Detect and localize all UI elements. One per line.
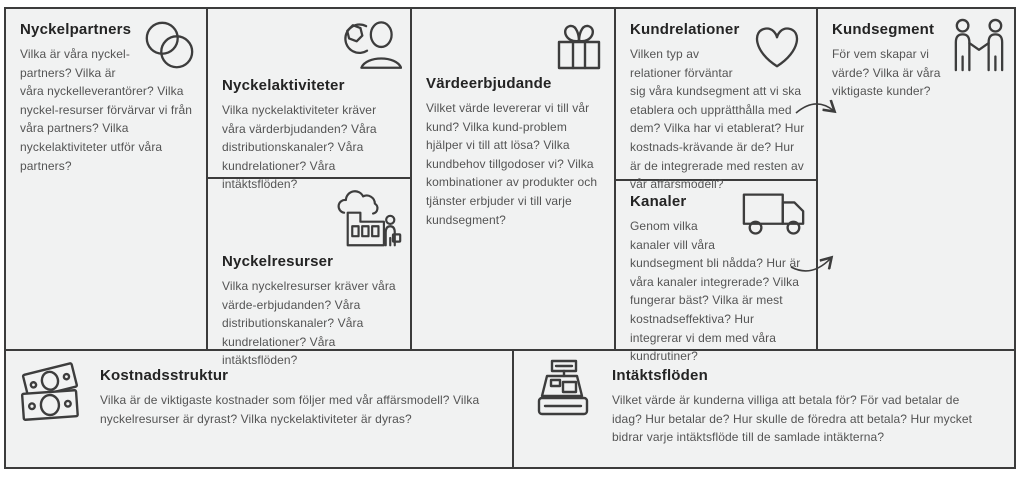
section-title: Nyckelresurser xyxy=(222,253,334,270)
section-title: Kundrelationer xyxy=(630,21,740,38)
section-description: Vilket värde levererar vi till vår kund? Vilka kund-problem hjälper vi till att lösa? Vilka kundbehov tillgodoser vi? Vilka kombinationer av produkter och tjänster erbjuder vi till varje kundsegment? xyxy=(426,101,598,227)
section-vardeerbjudande xyxy=(412,9,614,349)
truck-icon xyxy=(740,190,808,242)
section-title: Kostnadsstruktur xyxy=(100,367,229,384)
section-nyckelpartners xyxy=(6,9,206,349)
gift-icon xyxy=(552,18,606,72)
section-description: Vilken typ av relationer förväntar sig våra kundsegment att vi ska etablera och upprätthålla med dem? Vilka har vi etablerat? Hur kostnads-krävande är de? Hur är de integrerade med resten av vår affärsmodell? xyxy=(630,47,805,192)
section-title: Värdeerbjudande xyxy=(426,75,552,92)
banknotes-icon xyxy=(20,359,84,429)
section-nyckelaktiviteter xyxy=(208,9,410,192)
section-kostnadsstruktur xyxy=(6,351,512,467)
section-title: Nyckelaktiviteter xyxy=(222,77,345,94)
handshake-people-icon xyxy=(948,18,1010,72)
section-description: Vilka är de viktigaste kostnader som följer med vår affärsmodell? Vilka nyckelresurser är dyrast? Vilka nyckelaktiviteter är dyras? xyxy=(100,393,480,426)
section-nyckelresurser xyxy=(208,179,410,368)
section-description: Vilka nyckelaktiviteter kräver våra värderbjudanden? Våra distributionskanaler? Våra kundrelationer? Våra intäktsflöden? xyxy=(222,103,377,192)
heart-icon xyxy=(746,18,808,72)
section-title: Intäktsflöden xyxy=(612,367,708,384)
section-description: Genom vilka kanaler vill våra kundsegment bli nådda? Hur är våra kanaler integrerade? Vilka fungerar bäst? Vilka är mest kostnadseffektiva? Hur integrerar vi dem med våra kundrutiner? xyxy=(630,219,801,364)
section-title: Kundsegment xyxy=(832,21,935,38)
section-kundrelationer xyxy=(616,9,816,192)
cash-register-icon xyxy=(534,359,592,433)
factory-icon xyxy=(326,188,402,250)
section-description: Vilka nyckelresurser kräver våra värde-erbjudanden? Våra distributionskanaler? Våra kundrelationer? Våra intäktsflöden? xyxy=(222,279,396,368)
overlapping-circles-icon xyxy=(140,18,198,74)
section-kundsegment xyxy=(818,9,1014,349)
section-description: Vilket värde är kunderna villiga att betala för? För vad betalar de idag? Hur betalar de? Hur skulle de föredra att betala? Hur mycket bidrar varje intäktsflöde till de samlade intäkterna? xyxy=(612,393,973,445)
section-title: Nyckelpartners xyxy=(20,21,132,38)
section-kanaler xyxy=(616,181,816,364)
section-description: Vilka är våra nyckel-partners? Vilka är våra nyckelleverantörer? Vilka nyckel-resurser förvärvar vi från våra partners? Vilka nyckelaktiviteter utför våra partners? xyxy=(20,47,193,173)
wrench-person-icon xyxy=(334,18,402,74)
canvas-board xyxy=(4,7,1016,469)
section-description: För vem skapar vi värde? Vilka är våra viktigaste kunder? xyxy=(832,47,941,99)
section-title: Kanaler xyxy=(630,193,687,210)
section-intaktsfloden xyxy=(514,351,1014,467)
